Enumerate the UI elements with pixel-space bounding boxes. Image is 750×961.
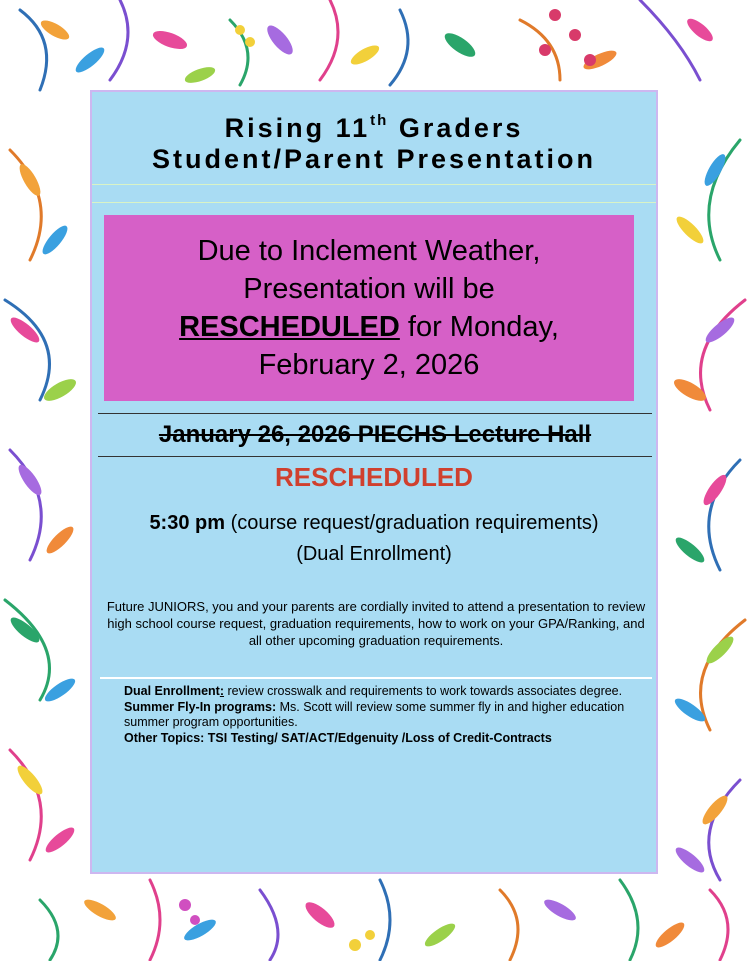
dual-enrollment-colon: : <box>219 684 225 698</box>
title-superscript: th <box>370 112 389 129</box>
dual-enrollment-item <box>124 684 644 700</box>
summer-flyin-text: Ms. Scott will review some summer fly in and higher education summer program opportunities. <box>124 699 625 729</box>
notice-line-3-rest: for Monday, <box>399 311 559 343</box>
rescheduled-label: RESCHEDULED <box>275 462 473 492</box>
notice-rescheduled-word: RESCHEDULED <box>179 311 400 343</box>
title-divider-bottom <box>92 202 656 203</box>
title-prefix: Rising 11 <box>224 113 371 143</box>
invitation-text: Future JUNIORS, you and your parents are cordially invited to attend a presentation to review high school course request, graduation requirements, how to work on your GPA/Ranking, and all other upcoming graduation requirements. <box>106 599 646 648</box>
details-list <box>124 684 644 746</box>
dual-enrollment-text: review crosswalk and requirements to work towards associates degree. <box>224 684 623 698</box>
other-topics-item <box>124 731 644 747</box>
session-time-line <box>92 509 656 537</box>
summer-flyin-item <box>124 700 644 731</box>
title-line-2: Student/Parent Presentation <box>151 144 597 174</box>
title-divider-top <box>92 184 656 185</box>
session-topic: (course request/graduation requirements) <box>225 512 599 534</box>
dual-enrollment-label: Dual Enrollment <box>124 684 220 698</box>
session-topic-2: (Dual Enrollment) <box>296 543 452 565</box>
flyer-card <box>90 90 658 874</box>
notice-line-1: Due to Inclement Weather, <box>197 235 541 267</box>
notice-new-date: February 2, 2026 <box>258 349 480 381</box>
reschedule-notice-box <box>104 215 634 401</box>
title-suffix: Graders <box>388 113 524 143</box>
session-time: 5:30 pm <box>149 512 226 534</box>
title-line-1 <box>92 104 656 145</box>
original-date-struck: January 26, 2026 PIECHS Lecture Hall <box>98 413 652 457</box>
summer-flyin-label: Summer Fly-In programs: <box>124 699 277 714</box>
details-divider <box>100 677 652 679</box>
notice-line-2: Presentation will be <box>243 273 495 305</box>
other-topics-label: Other Topics: TSI Testing/ SAT/ACT/Edgenuity /Loss of Credit-Contracts <box>124 730 552 745</box>
notice-line-3 <box>104 308 634 346</box>
